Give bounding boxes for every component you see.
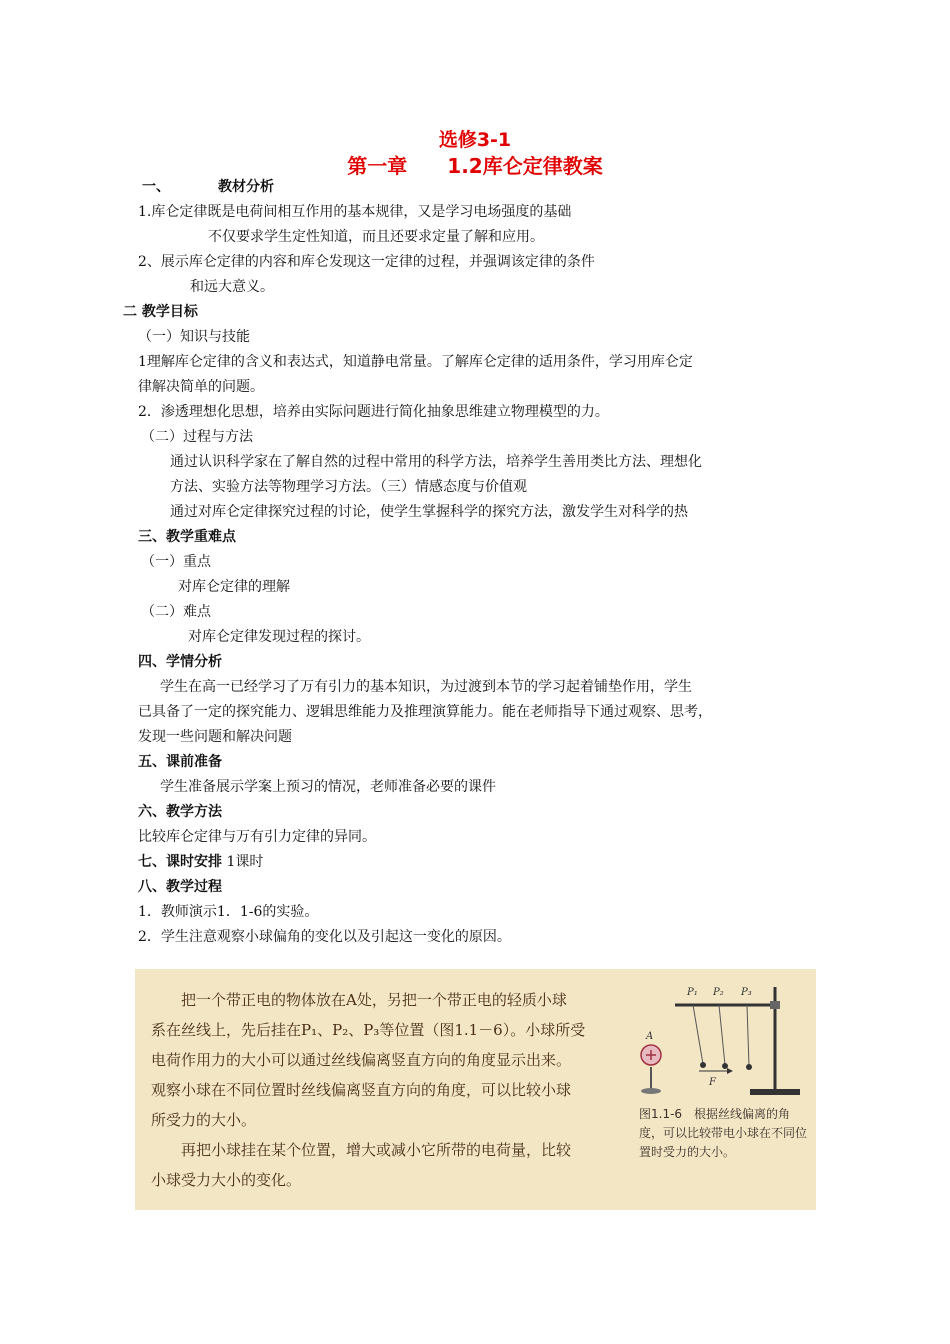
section5-heading: 五、课前准备 xyxy=(138,754,222,770)
label-p3: P₃ xyxy=(741,987,752,998)
section4-heading: 四、学情分析 xyxy=(138,654,222,670)
section8-heading: 八、教学过程 xyxy=(138,879,222,895)
pendulum-apparatus-illustration xyxy=(635,979,805,1099)
section1-para1-cont: 不仅要求学生定性知道，而且还要求定量了解和应用。 xyxy=(208,229,544,245)
figure-text-line: 再把小球挂在某个位置，增大或减小它所带的电荷量，比较 xyxy=(181,1141,572,1159)
label-f: F xyxy=(709,1077,716,1088)
section6-heading: 六、教学方法 xyxy=(138,804,222,820)
chapter-label: 第一章 xyxy=(347,154,408,178)
section4-para1-end: 发现一些问题和解决问题 xyxy=(138,729,292,745)
section2-para3: 通过认识科学家在了解自然的过程中常用的科学方法，培养学生善用类比方法、理想化 xyxy=(170,454,702,470)
section1-para2-cont: 和远大意义。 xyxy=(190,279,274,295)
section7-line xyxy=(138,853,263,871)
section2-para2: 2．渗透理想化思想，培养由实际问题进行简化抽象思维建立物理模型的力。 xyxy=(138,404,609,420)
section3-sub1: （一）重点 xyxy=(141,554,211,570)
section8-para1: 1．教师演示1．1-6的实验。 xyxy=(138,904,319,920)
section6-para1: 比较库仑定律与万有引力定律的异同。 xyxy=(138,829,376,845)
lesson-label: 1.2库仑定律教案 xyxy=(447,154,603,178)
figure-text-line: 电荷作用力的大小可以通过丝线偏离竖直方向的角度显示出来。 xyxy=(151,1051,572,1069)
section7-heading: 七、课时安排 xyxy=(138,854,222,870)
section3-para2: 对库仑定律发现过程的探讨。 xyxy=(188,629,370,645)
figure-text-line: 观察小球在不同位置时丝线偏离竖直方向的角度，可以比较小球 xyxy=(151,1081,572,1099)
figure-text xyxy=(151,985,621,1195)
section2-para1-cont: 律解决简单的问题。 xyxy=(138,379,264,395)
section2-sub2: （二）过程与方法 xyxy=(141,429,253,445)
section2-para4: 通过对库仑定律探究过程的讨论，使学生掌握科学的探究方法，激发学生对科学的热 xyxy=(170,504,688,520)
figure-text-line: 系在丝线上，先后挂在P₁、P₂、P₃等位置（图1.1－6）。小球所受 xyxy=(151,1021,586,1039)
label-p2: P₂ xyxy=(713,987,724,998)
section3-sub2: （二）难点 xyxy=(141,604,211,620)
section7-value: 1课时 xyxy=(226,854,264,870)
figure-caption: 图1.1-6 根据丝线偏离的角度，可以比较带电小球在不同位置时受力的大小。 xyxy=(639,1107,808,1159)
section2-heading: 二 教学目标 xyxy=(123,304,198,320)
section2-para3-cont: 方法、实验方法等物理学习方法。（三）情感态度与价值观 xyxy=(170,479,527,495)
section3-heading: 三、教学重难点 xyxy=(138,529,236,545)
section4-para1: 学生在高一已经学习了万有引力的基本知识，为过渡到本节的学习起着铺垫作用，学生 xyxy=(160,679,692,695)
figure-text-line: 把一个带正电的物体放在A处，另把一个带正电的轻质小球 xyxy=(181,991,567,1009)
section3-para1: 对库仑定律的理解 xyxy=(178,579,290,595)
section1-para2: 2、展示库仑定律的内容和库仑发现这一定律的过程，并强调该定律的条件 xyxy=(138,254,595,270)
section2-sub1: （一）知识与技能 xyxy=(138,329,250,345)
textbook-figure xyxy=(135,969,816,1210)
page-title-line2 xyxy=(0,150,950,179)
section2-para1: 1理解库仑定律的含义和表达式，知道静电常量。了解库仑定律的适用条件，学习用库仑定 xyxy=(138,354,693,370)
section1-heading xyxy=(142,178,274,196)
figure-text-line: 小球受力大小的变化。 xyxy=(151,1171,302,1189)
section1-number: 一、 xyxy=(142,179,170,195)
label-a: A xyxy=(646,1031,654,1042)
label-p1: P₁ xyxy=(687,987,698,998)
section8-para2: 2．学生注意观察小球偏角的变化以及引起这一变化的原因。 xyxy=(138,929,511,945)
section1-para1: 1.库仑定律既是电荷间相互作用的基本规律，又是学习电场强度的基础 xyxy=(138,204,572,220)
section4-para1-cont: 已具备了一定的探究能力、逻辑思维能力及推理演算能力。能在老师指导下通过观察、思考， xyxy=(138,704,712,720)
section1-title: 教材分析 xyxy=(218,179,274,195)
figure-text-line: 所受力的大小。 xyxy=(151,1111,257,1129)
section5-para1: 学生准备展示学案上预习的情况，老师准备必要的课件 xyxy=(160,779,496,795)
page-title-line1: 选修3-1 xyxy=(438,129,512,151)
